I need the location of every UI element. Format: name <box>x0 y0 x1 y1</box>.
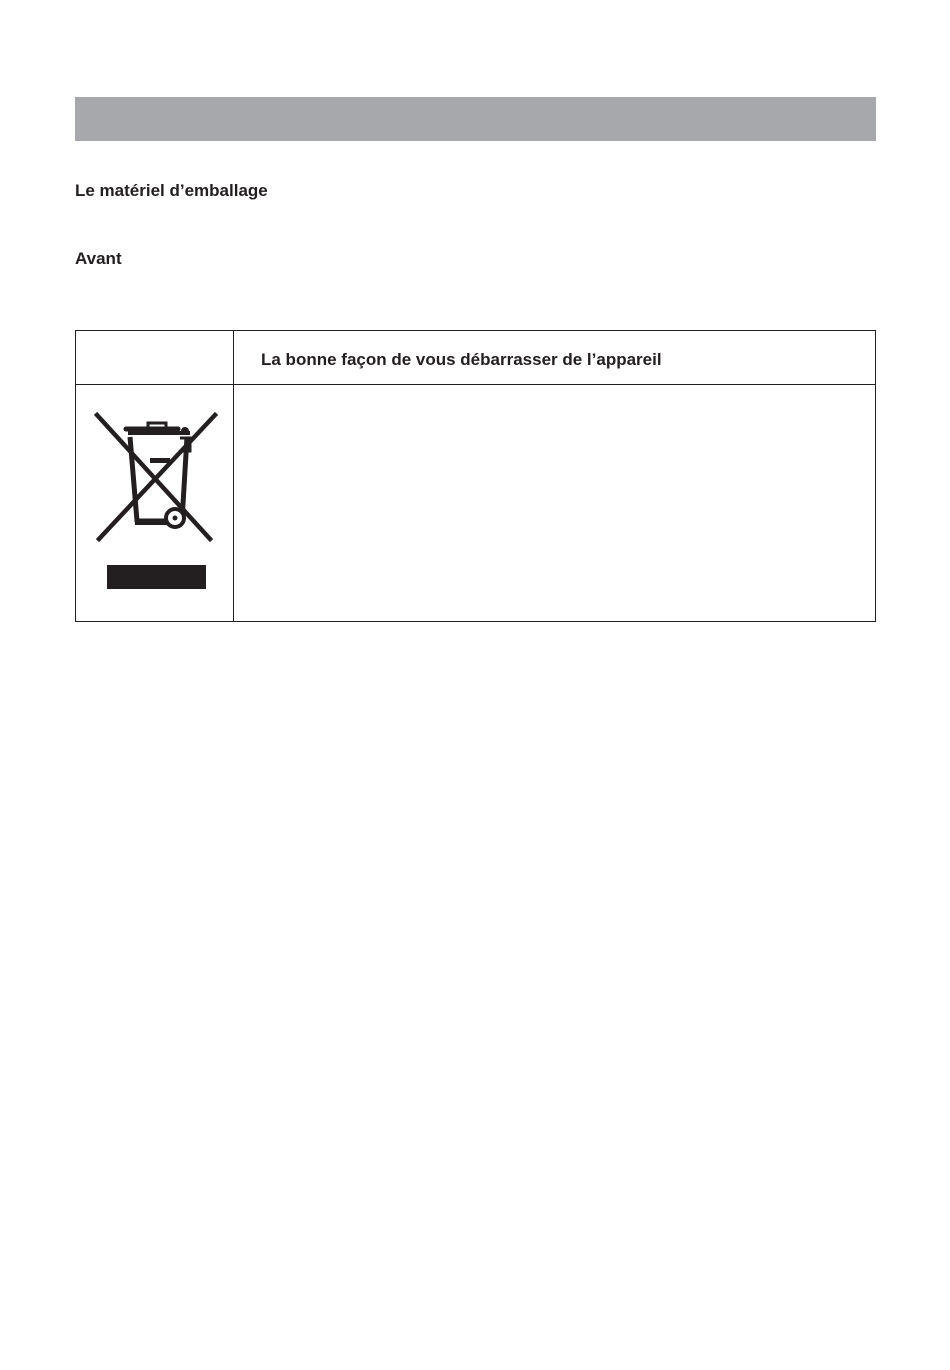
disposal-table <box>75 330 876 622</box>
table-column-divider <box>233 331 234 621</box>
crossed-out-wheelie-bin-icon <box>94 411 218 591</box>
table-row-divider <box>76 384 875 385</box>
section-heading-packaging: Le matériel d’emballage <box>75 181 268 200</box>
section-heading-before: Avant <box>75 249 122 268</box>
disposal-table-title: La bonne façon de vous débarrasser de l’appareil <box>261 350 662 369</box>
section-header-bar <box>75 97 876 141</box>
